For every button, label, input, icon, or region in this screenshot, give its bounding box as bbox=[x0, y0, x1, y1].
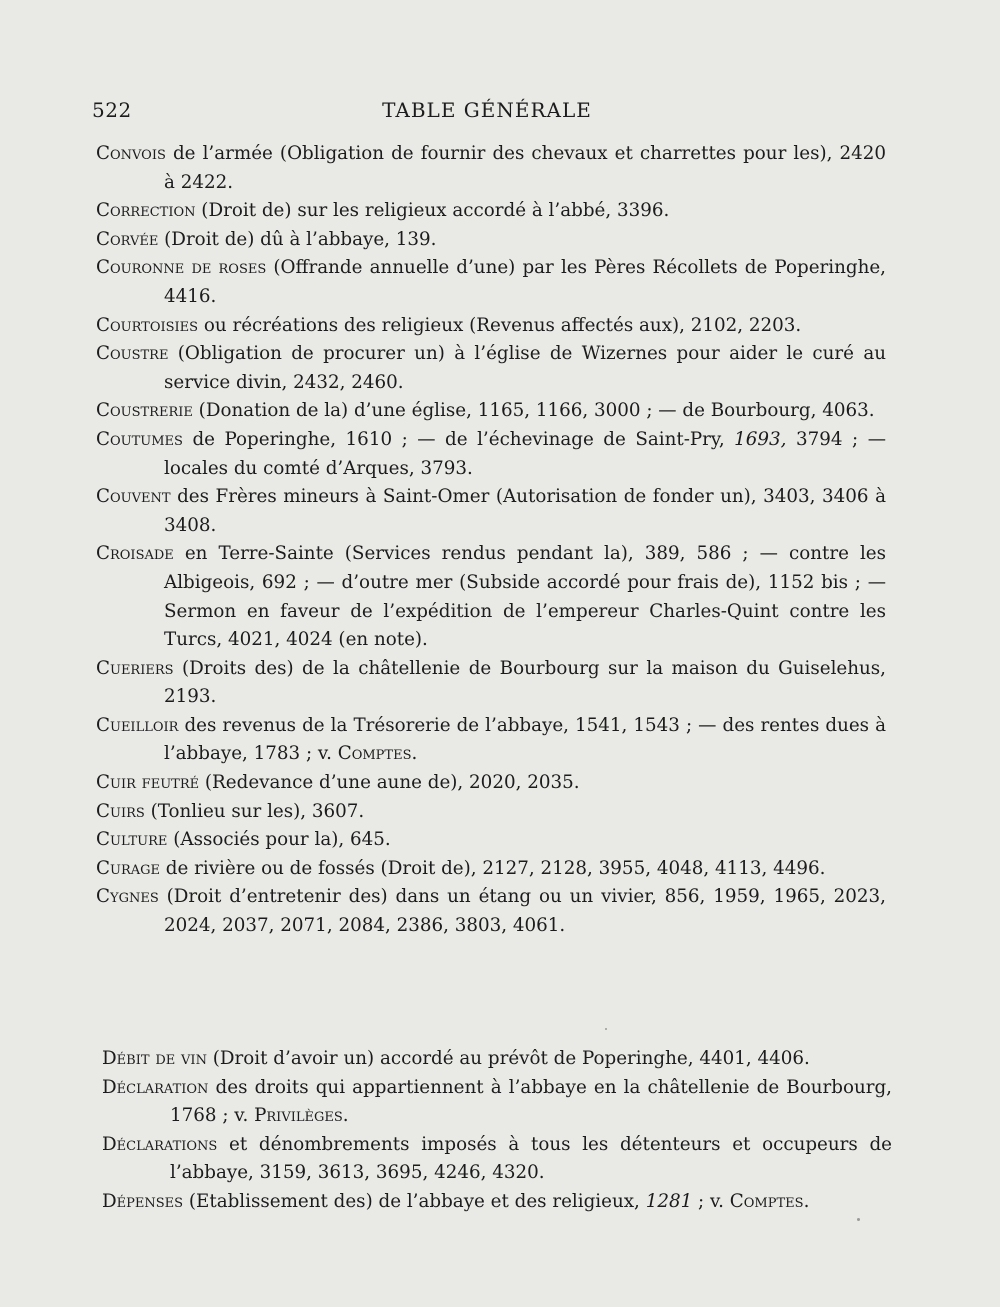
entry-heading: Déclarations bbox=[102, 1133, 218, 1155]
entry-text: . bbox=[803, 1190, 810, 1212]
entry-heading: Dépenses bbox=[102, 1190, 184, 1212]
entry-heading: Couvent bbox=[96, 486, 171, 508]
index-entry bbox=[102, 1074, 892, 1131]
entry-heading: Cuir feutré bbox=[96, 772, 200, 794]
entry-italic-ref: 1693, bbox=[734, 428, 787, 450]
index-entry bbox=[96, 483, 886, 540]
index-entry bbox=[96, 226, 886, 255]
index-entry bbox=[96, 140, 886, 197]
entry-text: des revenus de la Trésorerie de l’abbaye, 1541, 1543 ; — des rentes dues à l’abbaye, 1783 ; v. bbox=[164, 714, 886, 765]
entry-heading: Cueilloir bbox=[96, 714, 179, 736]
entry-text: (Droit d’avoir un) accordé au prévôt de Poperinghe, 4401, 4406. bbox=[206, 1048, 810, 1069]
entry-text: (Obligation de procurer un) à l’église de Wizernes pour aider le curé au service divin, 2432, 2460. bbox=[164, 343, 886, 393]
index-entry bbox=[96, 798, 886, 827]
entry-text: de Poperinghe, 1610 ; — de l’échevinage de Saint-Pry, bbox=[182, 428, 735, 450]
print-speck bbox=[605, 1028, 607, 1030]
entry-text: (Droit de) sur les religieux accordé à l’abbé, 3396. bbox=[195, 200, 670, 222]
entry-cross-ref: Comptes bbox=[337, 743, 412, 765]
running-header bbox=[92, 98, 892, 128]
entry-text: (Droits des) de la châtellenie de Bourbourg sur la maison du Guiselehus, 2193. bbox=[164, 657, 886, 708]
entry-heading: Curage bbox=[96, 857, 160, 879]
entry-text: ou récréations des religieux (Revenus affectés aux), 2102, 2203. bbox=[198, 314, 802, 336]
entry-heading: Cygnes bbox=[96, 886, 159, 908]
entry-text: de l’armée (Obligation de fournir des chevaux et charrettes pour les), 2420 à 2422. bbox=[164, 143, 886, 193]
entry-text: en Terre-Sainte (Services rendus pendant la), 389, 586 ; — contre les Albigeois, 692 ; — d’outre mer (Subside accordé pour frais de), 1152 bis ; — Sermon en faveur de l’expédition de l’empereur Charles-Quint contre les Turcs, 4021, 4024 (en note). bbox=[164, 543, 886, 651]
entry-text: (Tonlieu sur les), 3607. bbox=[144, 800, 365, 822]
entry-heading: Débit de vin bbox=[102, 1048, 207, 1069]
entry-text: (Droit de) dû à l’abbaye, 139. bbox=[158, 228, 437, 250]
entry-heading: Coustrerie bbox=[96, 400, 193, 422]
index-entry bbox=[96, 826, 886, 855]
page-title: TABLE GÉNÉRALE bbox=[382, 98, 592, 122]
entry-text: (Associés pour la), 645. bbox=[167, 829, 391, 851]
entry-text: des Frères mineurs à Saint-Omer (Autorisation de fonder un), 3403, 3406 à 3408. bbox=[164, 486, 886, 536]
entry-text: ; v. bbox=[692, 1190, 730, 1212]
index-entry bbox=[102, 1131, 892, 1188]
index-entry bbox=[96, 426, 886, 483]
entry-cross-ref: Comptes bbox=[729, 1190, 804, 1212]
entry-text: 3794 ; — locales du comté d’Arques, 3793. bbox=[164, 428, 887, 479]
entry-text: (Redevance d’une aune de), 2020, 2035. bbox=[199, 772, 580, 794]
print-speck bbox=[857, 1218, 860, 1221]
index-entry bbox=[96, 655, 886, 712]
index-group-c bbox=[96, 140, 886, 941]
index-entry bbox=[96, 254, 886, 311]
entry-heading: Couronne de roses bbox=[96, 257, 267, 279]
entry-text: (Etablissement des) de l’abbaye et des religieux, bbox=[183, 1190, 646, 1212]
index-entry bbox=[102, 1045, 892, 1074]
page-number: 522 bbox=[92, 98, 132, 122]
index-entry bbox=[96, 540, 886, 654]
entry-text: (Droit d’entretenir des) dans un étang ou un vivier, 856, 1959, 1965, 2023, 2024, 2037, 2071, 2084, 2386, 3803, 4061. bbox=[158, 886, 886, 937]
entry-heading: Corvée bbox=[96, 228, 159, 250]
entry-text: des droits qui appartiennent à l’abbaye en la châtellenie de Bourbourg, 1768 ; v. bbox=[170, 1076, 892, 1127]
index-entry bbox=[96, 312, 886, 341]
entry-text: . bbox=[342, 1105, 349, 1127]
entry-text: et dénombrements imposés à tous les détenteurs et occupeurs de l’abbaye, 3159, 3613, 3695, 4246, 4320. bbox=[170, 1133, 892, 1184]
index-entry bbox=[96, 397, 886, 426]
entry-heading: Croisade bbox=[96, 543, 174, 565]
index-entry bbox=[96, 883, 886, 940]
index-entry bbox=[102, 1188, 892, 1217]
entry-heading: Cuirs bbox=[96, 800, 145, 822]
entry-heading: Cueriers bbox=[96, 657, 174, 679]
entry-text: (Donation de la) d’une église, 1165, 1166, 3000 ; — de Bourbourg, 4063. bbox=[192, 400, 875, 422]
index-entry bbox=[96, 340, 886, 397]
index-entry bbox=[96, 712, 886, 769]
index-entry bbox=[96, 855, 886, 884]
entry-heading: Coutumes bbox=[96, 428, 183, 450]
entry-cross-ref: Privilèges bbox=[254, 1105, 343, 1127]
index-entry bbox=[96, 197, 886, 226]
index-group-d bbox=[102, 1045, 892, 1217]
entry-heading: Convois bbox=[96, 143, 166, 164]
entry-heading: Correction bbox=[96, 200, 196, 222]
index-entry bbox=[96, 769, 886, 798]
entry-heading: Déclaration bbox=[102, 1076, 209, 1098]
entry-text: de rivière ou de fossés (Droit de), 2127, 2128, 3955, 4048, 4113, 4496. bbox=[160, 857, 826, 879]
entry-heading: Courtoisies bbox=[96, 314, 199, 336]
entry-italic-ref: 1281 bbox=[645, 1190, 693, 1212]
entry-text: . bbox=[411, 743, 418, 765]
entry-heading: Coustre bbox=[96, 343, 169, 365]
entry-text: (Offrande annuelle d’une) par les Pères Récollets de Poperinghe, 4416. bbox=[164, 257, 886, 307]
entry-heading: Culture bbox=[96, 829, 168, 851]
